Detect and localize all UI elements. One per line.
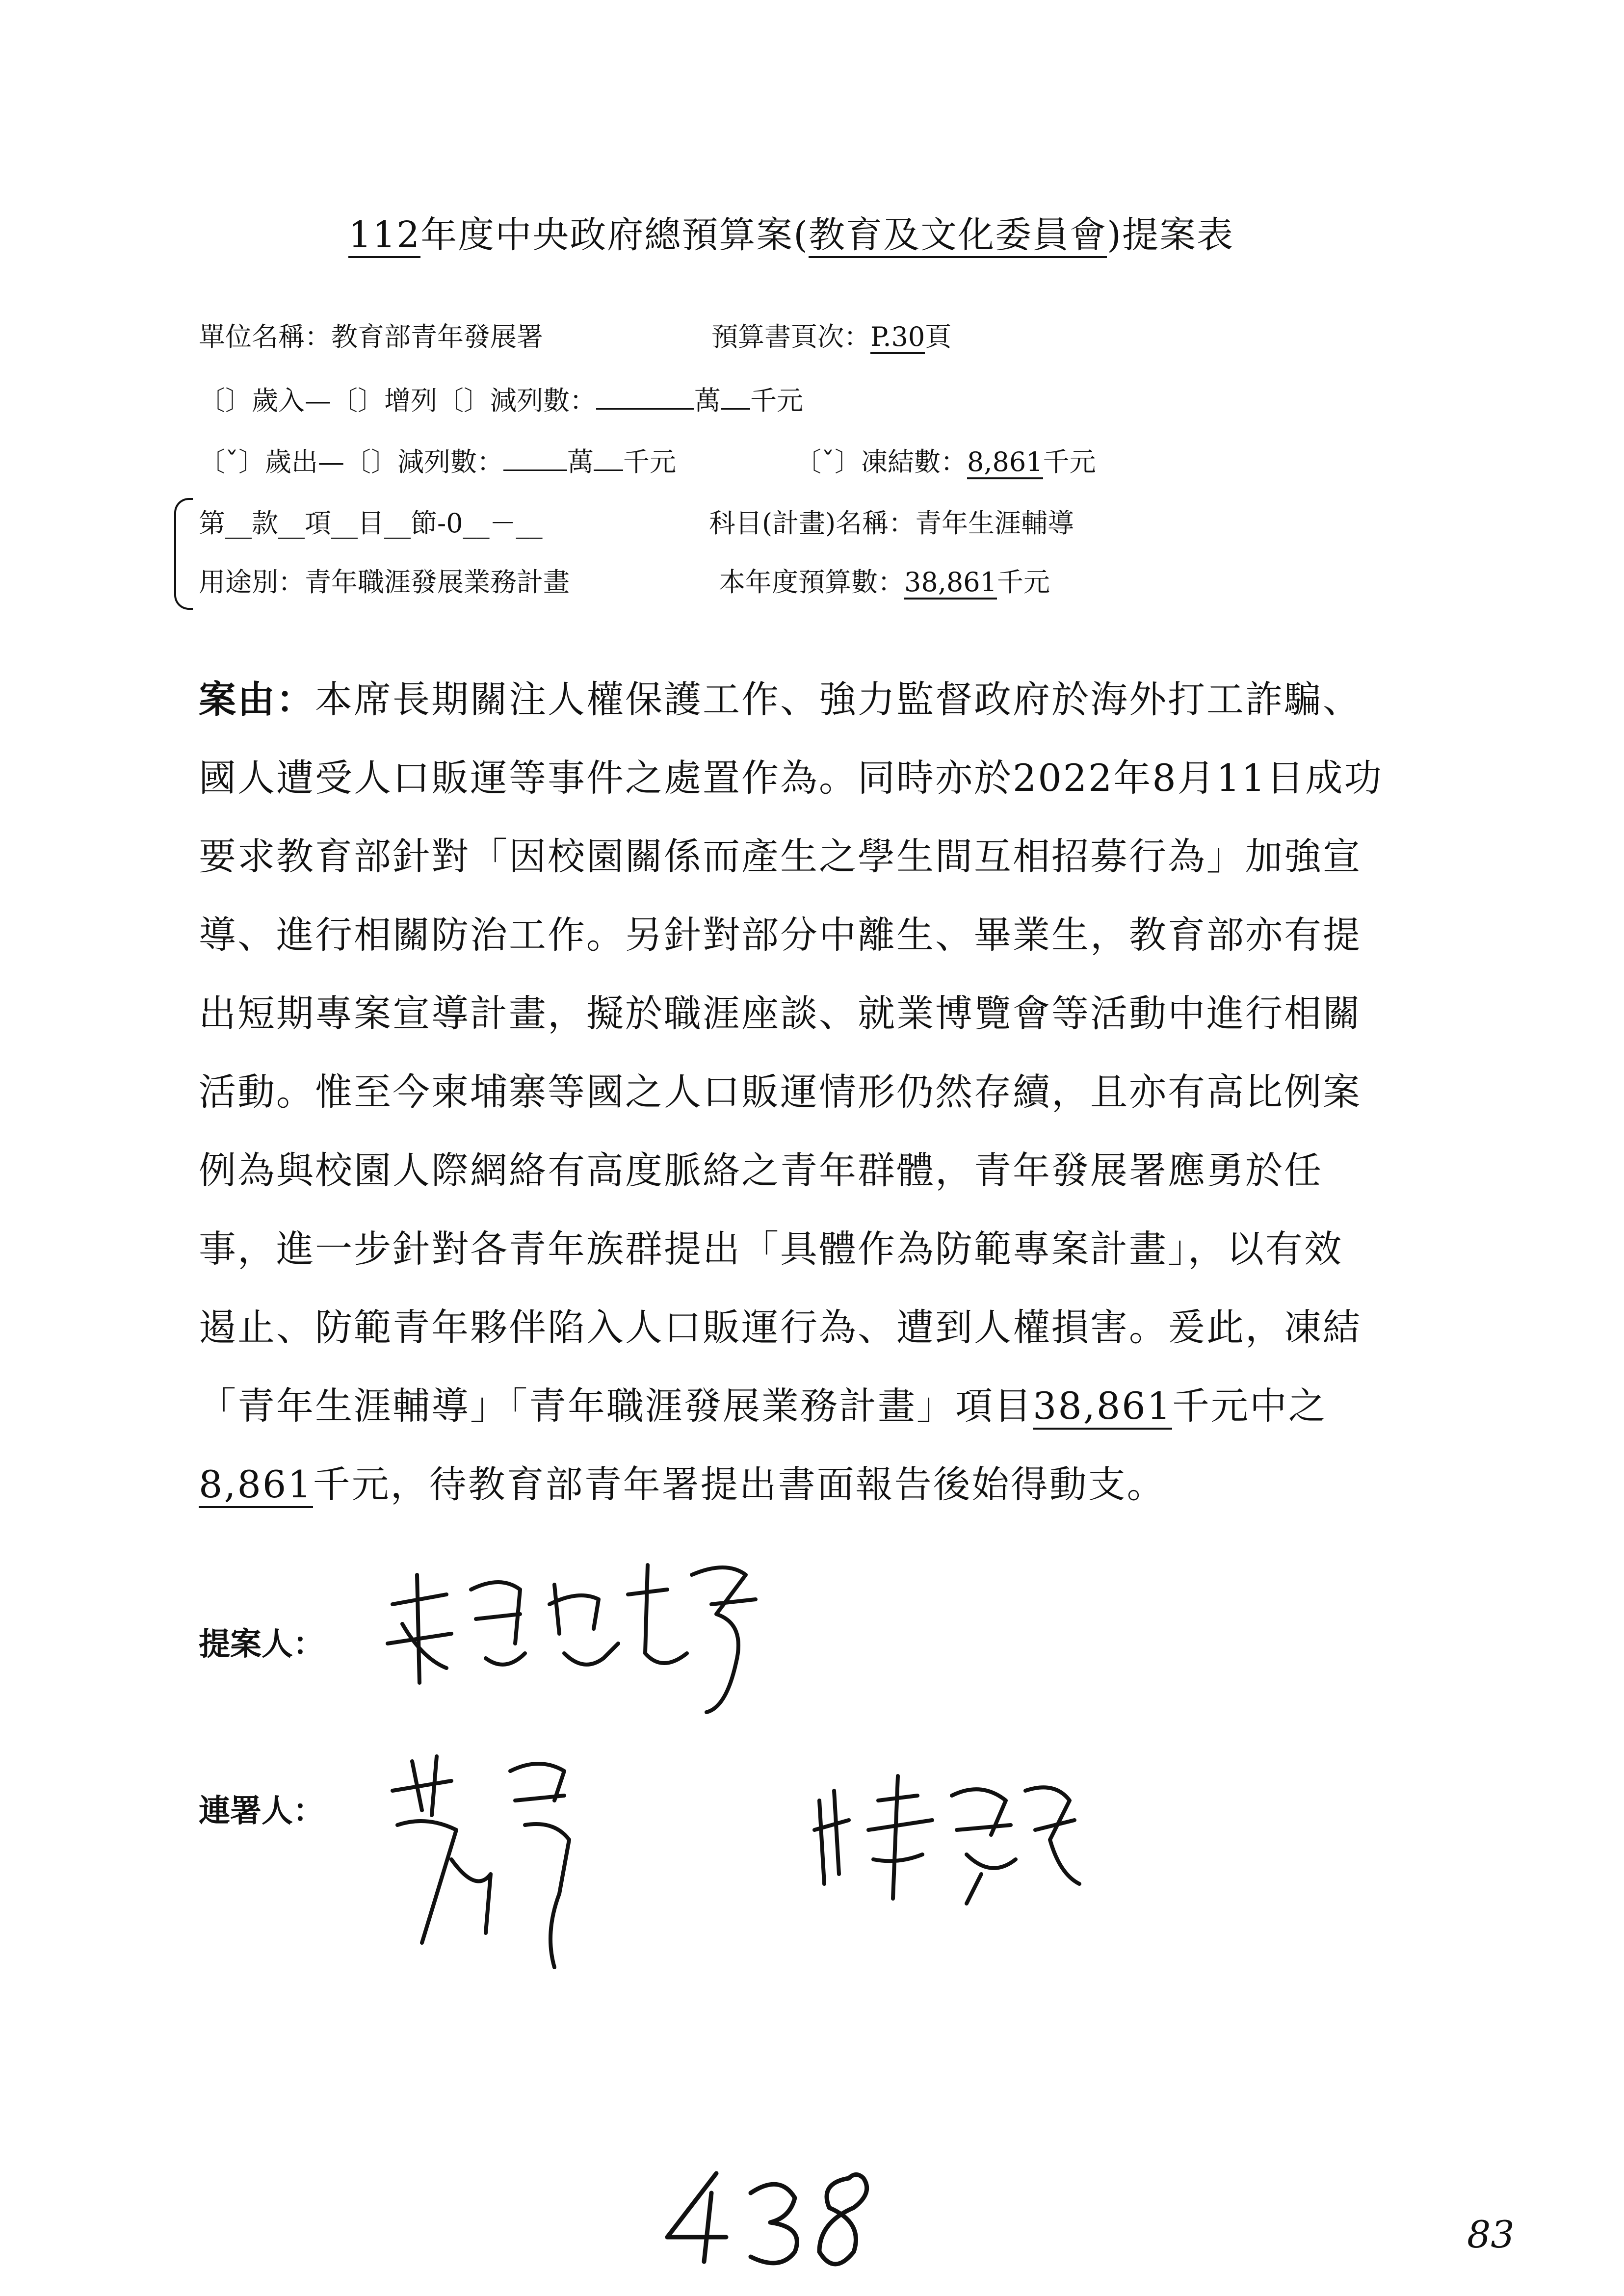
- revenue-end: 千元: [750, 385, 803, 416]
- freeze-row: [795, 446, 1096, 477]
- use-row: [199, 569, 570, 596]
- reason-line-8: 事，進一步針對各青年族群提出「具體作為防範專案計畫」，以有效: [199, 1227, 1343, 1271]
- unit-row: [199, 321, 543, 352]
- freeze-value: 8,861: [967, 446, 1043, 479]
- reason-label: 案由：: [199, 678, 315, 721]
- budget-label: 本年度預算數：: [719, 567, 904, 598]
- corner-page-number: 83: [1467, 2213, 1515, 2256]
- reason-line-7: 例為與校園人際網絡有高度脈絡之青年群體，青年發展署應勇於任: [199, 1148, 1323, 1192]
- freeze-label: 〔ˇ〕凍結數：: [795, 446, 967, 477]
- revenue-line: 〔〕歲入—〔〕增列〔〕減列數：: [199, 385, 596, 416]
- cosigner-signature-2: [805, 1761, 1089, 1908]
- section-row: [199, 510, 543, 537]
- page-value: P.30: [870, 321, 925, 354]
- expense-tail: 千元: [623, 446, 676, 477]
- use-label: 用途別：: [199, 567, 305, 598]
- budget-row: [719, 569, 1050, 596]
- title-year: 112: [348, 214, 420, 258]
- title-suffix: )提案表: [1107, 214, 1234, 256]
- subject-value: 青年生涯輔導: [915, 508, 1074, 539]
- budget-unit: 千元: [996, 567, 1050, 598]
- freeze-unit: 千元: [1043, 446, 1096, 477]
- reason-line-4: 導、進行相關防治工作。另針對部分中離生、畢業生，教育部亦有提: [199, 913, 1362, 957]
- expense-line: 〔ˇ〕歲出—〔〕減列數：: [199, 446, 503, 477]
- revenue-tail: 萬: [694, 385, 721, 416]
- subject-label: 科目(計畫)名稱：: [709, 508, 916, 539]
- unit-label: 單位名稱：: [199, 321, 331, 352]
- revenue-row: [199, 385, 803, 416]
- page-suffix: 頁: [925, 321, 952, 352]
- reason-line-3: 要求教育部針對「因校園關係而產生之學生間互相招募行為」加強宣: [199, 835, 1362, 878]
- reason-line-10: 「青年生涯輔導」「青年職涯發展業務計畫」項目38,861千元中之: [199, 1376, 1327, 1430]
- page-title: [348, 206, 1234, 258]
- frozen-total: 38,861: [1033, 1384, 1172, 1430]
- section-line: 第__款__項__目__節-0__－__: [199, 508, 543, 539]
- proposer-signature: [373, 1545, 795, 1732]
- use-value: 青年職涯發展業務計畫: [305, 567, 570, 598]
- expense-mid: 萬: [567, 446, 594, 477]
- cosigner-label: 連署人：: [199, 1793, 324, 1829]
- title-committee: 教育及文化委員會: [809, 214, 1107, 258]
- reason-line-6: 活動。惟至今柬埔寨等國之人口販運情形仍然存續，且亦有高比例案: [199, 1070, 1362, 1114]
- handwritten-page-number: [657, 2164, 883, 2276]
- budget-value: 38,861: [904, 567, 997, 600]
- page-label: 預算書頁次：: [711, 321, 870, 352]
- frozen-amount: 8,861: [199, 1462, 313, 1508]
- unit-value: 教育部青年發展署: [331, 321, 543, 352]
- bracket: [174, 498, 193, 610]
- proposer-label: 提案人：: [199, 1626, 324, 1663]
- reason-line-5: 出短期專案宣導計畫，擬於職涯座談、就業博覽會等活動中進行相關: [199, 991, 1362, 1035]
- cosigner-signature-1: [378, 1747, 633, 1982]
- reason-line-1: 案由：本席長期關注人權保護工作、強力監督政府於海外打工詐騙、: [199, 678, 1362, 721]
- reason-line-2: 國人遭受人口販運等事件之處置作為。同時亦於2022年8月11日成功: [199, 756, 1383, 800]
- subject-row: [709, 510, 1074, 537]
- title-middle: 年度中央政府總預算案(: [420, 214, 809, 256]
- page-ref-row: [711, 321, 952, 352]
- reason-line-11: 8,861千元，待教育部青年署提出書面報告後始得動支。: [199, 1455, 1166, 1508]
- reason-line-9: 遏止、防範青年夥伴陷入人口販運行為、遭到人權損害。爰此，凍結: [199, 1305, 1362, 1349]
- expense-row: [199, 446, 676, 477]
